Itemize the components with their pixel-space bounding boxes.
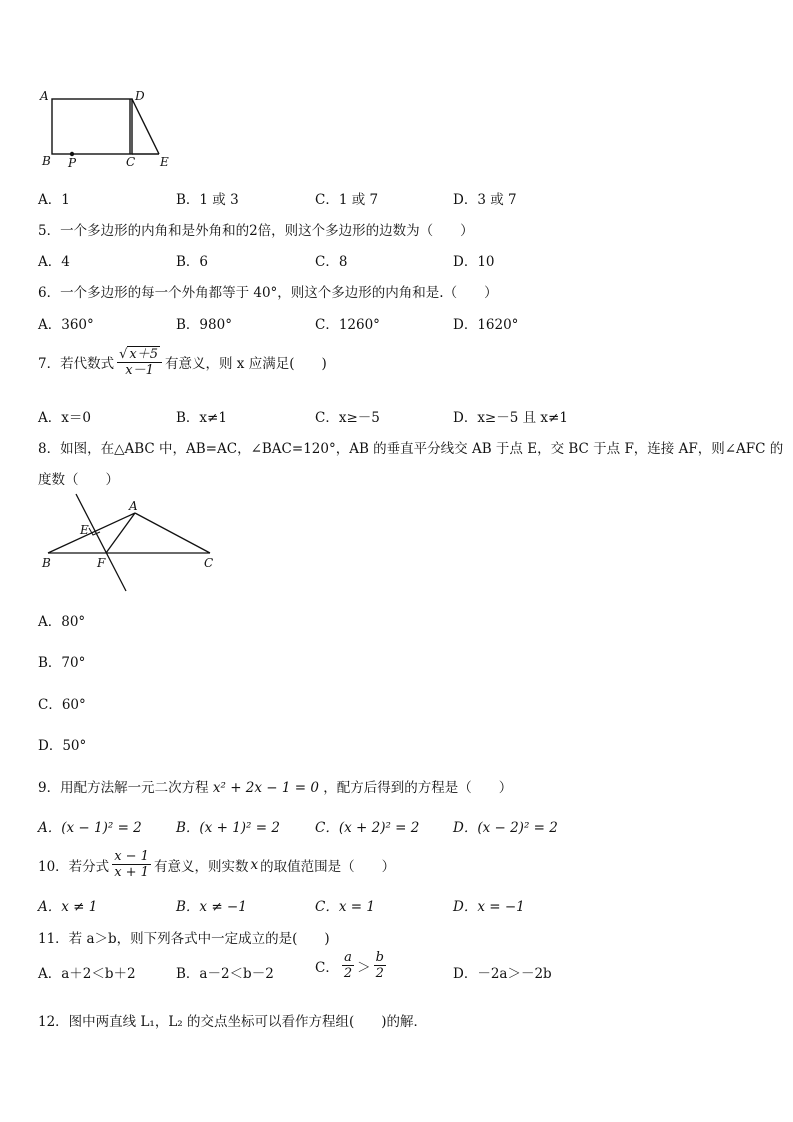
q10-option-b[interactable]: B．x ≠ −1 [176, 899, 247, 915]
q6-option-c[interactable]: C．1260° [315, 317, 380, 333]
q5-option-c[interactable]: C．8 [315, 254, 348, 270]
q11-option-d[interactable]: D．－2a＞－2b [453, 966, 552, 982]
q9-option-b[interactable]: B．(x + 1)² = 2 [176, 820, 280, 836]
label-P: P [68, 156, 77, 168]
q8-stem-line1: 8．如图，在△ABC 中，AB=AC，∠BAC=120°，AB 的垂直平分线交 AB 于点 E，交 BC 于点 F，连接 AF，则∠AFC 的 [38, 441, 784, 457]
label-E: E [160, 155, 169, 168]
q9-stem [38, 776, 512, 796]
q10-denominator: x + 1 [114, 865, 149, 880]
q7-option-c[interactable]: C．x≥－5 [315, 410, 380, 426]
label-B: B [42, 154, 51, 168]
q7-option-d[interactable]: D．x≥－5 且 x≠1 [453, 410, 568, 426]
q8-option-a[interactable]: A．80° [38, 614, 86, 630]
q11-stem: 11．若 a＞b，则下列各式中一定成立的是( ) [38, 931, 330, 947]
q9-option-c[interactable]: C．(x + 2)² = 2 [315, 820, 420, 836]
q5-stem: 5．一个多边形的内角和是外角和的2倍，则这个多边形的边数为（ ） [38, 223, 474, 239]
q5-option-a[interactable]: A．4 [38, 254, 70, 270]
q8-stem-line2: 度数（ ） [38, 472, 119, 488]
label-B: B [42, 556, 51, 570]
q8-option-b[interactable]: B．70° [38, 655, 86, 671]
triangle-figure [38, 490, 228, 594]
q11-c-label: C． [315, 959, 339, 976]
q7-post: 有意义，则 x 应满足( ) [165, 356, 327, 372]
q10-numerator: x − 1 [114, 849, 149, 864]
q10-mid: 有意义，则实数 [153, 858, 249, 875]
q10-var: x [250, 856, 259, 873]
q9-post: ，配方后得到的方程是（ ） [323, 780, 513, 796]
q11-option-b[interactable]: B．a－2＜b－2 [176, 966, 274, 982]
q11-c-fraction-a [342, 950, 354, 981]
q9-pre: 9．用配方法解一元二次方程 [38, 780, 209, 796]
q6-stem: 6．一个多边形的每一个外角都等于 40°，则这个多边形的内角和是.（ ） [38, 285, 498, 301]
label-C: C [126, 155, 136, 168]
q10-fraction [112, 849, 151, 880]
q8-option-c[interactable]: C．60° [38, 697, 86, 713]
q6-option-d[interactable]: D．1620° [453, 317, 519, 333]
q11-c-num-b: b [375, 950, 384, 965]
q9-option-a[interactable]: A．(x − 1)² = 2 [38, 820, 142, 836]
label-A: A [40, 89, 49, 103]
q10-option-c[interactable]: C．x = 1 [315, 899, 375, 915]
label-A: A [129, 499, 138, 513]
q5-option-d[interactable]: D．10 [453, 254, 495, 270]
q4-option-c[interactable]: C．1 或 7 [315, 192, 379, 208]
q8-option-d[interactable]: D．50° [38, 738, 87, 754]
q10-stem [38, 849, 395, 880]
label-F: F [97, 556, 106, 570]
q7-pre: 7．若代数式 [38, 356, 115, 372]
q11-c-den-a: 2 [343, 966, 353, 981]
q7-option-a[interactable]: A．x＝0 [38, 410, 91, 426]
q10-pre: 10．若分式 [38, 858, 110, 875]
q6-option-a[interactable]: A．360° [38, 317, 94, 333]
label-D: D [135, 89, 145, 103]
q7-option-b[interactable]: B．x≠1 [176, 410, 227, 426]
q11-c-fraction-b [374, 950, 386, 981]
q12-stem: 12．图中两直线 L₁，L₂ 的交点坐标可以看作方程组( )的解． [38, 1014, 428, 1030]
q7-stem [38, 346, 327, 378]
q10-post: 的取值范围是（ ） [260, 858, 396, 875]
q11-c-operator: ＞ [357, 959, 371, 976]
label-C: C [204, 556, 214, 570]
q4-option-a[interactable]: A．1 [38, 192, 70, 208]
q10-option-d[interactable]: D．x = −1 [453, 899, 525, 915]
q11-option-c[interactable] [315, 950, 389, 981]
q7-fraction: $\frac{√ x+5}{x-1}$ [117, 346, 162, 378]
q9-equation: x² + 2x − 1 = 0 [212, 780, 319, 796]
rectangle-figure [38, 86, 178, 168]
q6-option-b[interactable]: B．980° [176, 317, 232, 333]
q11-c-den-b: 2 [375, 966, 384, 981]
q11-option-a[interactable]: A．a＋2＜b＋2 [38, 966, 136, 982]
q7-denominator: x－1 [125, 363, 154, 378]
label-E: E [80, 523, 89, 537]
q9-option-d[interactable]: D．(x − 2)² = 2 [453, 820, 558, 836]
q10-option-a[interactable]: A．x ≠ 1 [38, 899, 98, 915]
q5-option-b[interactable]: B．6 [176, 254, 209, 270]
q4-option-d[interactable]: D．3 或 7 [453, 192, 517, 208]
q11-c-num-a: a [344, 950, 352, 965]
q4-option-b[interactable]: B．1 或 3 [176, 192, 239, 208]
q7-numerator: x＋5 [129, 347, 158, 362]
